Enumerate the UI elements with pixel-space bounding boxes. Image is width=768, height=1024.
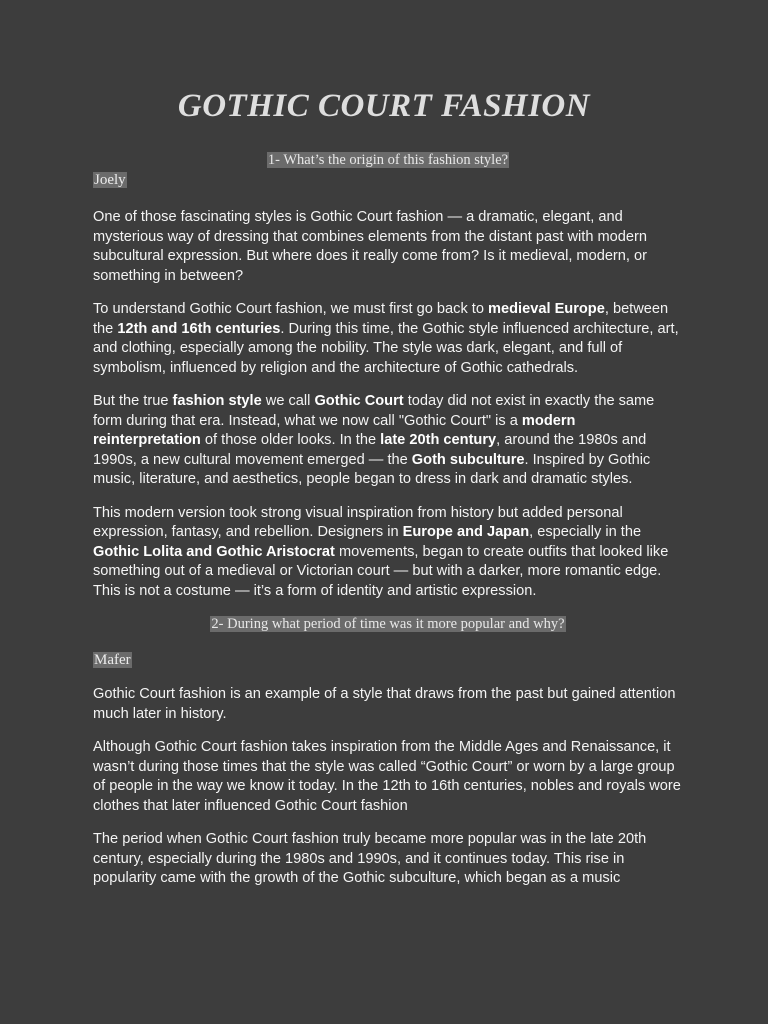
- text-run: , between the: [93, 301, 669, 337]
- question-2-text: 2- During what period of time was it more popular and why?: [211, 616, 565, 632]
- paragraph: Although Gothic Court fashion takes inspiration from the Middle Ages and Renaissance, it wasn’t during those times that the style was called “Gothic Court” or worn by a large group of people in the way we know it today. In the 12th to 16th centuries, nobles and royals wore clothes that later influenced Gothic Court fashion: [93, 739, 681, 814]
- text-run: we call: [261, 393, 315, 409]
- bold-run: fashion style: [172, 393, 262, 409]
- bold-run: Goth subculture: [411, 451, 525, 468]
- paragraph: [93, 392, 683, 490]
- question-1: [93, 151, 683, 169]
- text-run: . Inspired by Gothic music, literature, and aesthetics, people began to dress in dark and dramatic styles.: [93, 451, 651, 487]
- text-run: But the true: [93, 393, 173, 409]
- bold-run: late 20th century: [380, 432, 497, 448]
- text-run: This modern version took strong visual inspiration from history but added personal expression, fantasy, and rebellion. Designers in: [93, 504, 623, 540]
- author-2: [93, 651, 683, 670]
- paragraph: Gothic Court fashion is an example of a style that draws from the past but gained attention much later in history.: [93, 686, 676, 722]
- bold-run: Gothic Court: [314, 393, 404, 409]
- bold-run: Europe and Japan: [402, 524, 530, 540]
- text-run: , especially in the: [529, 524, 642, 540]
- author-1: [93, 171, 683, 190]
- paragraph: [93, 300, 683, 378]
- document-title: GOTHIC COURT FASHION: [177, 88, 591, 124]
- text-run: , around the 1980s and 1990s, a new cultural movement emerged — the: [93, 432, 647, 468]
- paragraph: One of those fascinating styles is Gothic Court fashion — a dramatic, elegant, and mysterious way of dressing that combines elements from the distant past with modern subcultural expression. But where does it really come from? Is it medieval, modern, or something in between?: [93, 209, 647, 284]
- paragraph: [93, 504, 683, 602]
- text-run: movements, began to create outfits that looked like something out of a medieval or Victorian court — but with a darker, more romantic edge. This is not a costume — it’s a form of identity and artistic expression.: [93, 543, 669, 599]
- question-2: [93, 615, 683, 633]
- bold-run: medieval Europe: [488, 301, 605, 317]
- bold-run: Gothic Lolita and Gothic Aristocrat: [93, 543, 335, 560]
- question-1-text: 1- What’s the origin of this fashion style?: [267, 152, 509, 168]
- text-run: of those older looks. In the: [200, 432, 381, 448]
- document-content: [93, 150, 683, 889]
- author-2-name: Mafer: [94, 652, 131, 668]
- bold-run: modern reinterpretation: [93, 412, 576, 448]
- text-run: today did not exist in exactly the same form during that era. Instead, what we now call "Gothic Court" is a: [93, 393, 655, 429]
- bold-run: 12th and 16th centuries: [117, 320, 281, 337]
- text-run: To understand Gothic Court fashion, we must first go back to: [93, 301, 489, 317]
- paragraph: The period when Gothic Court fashion truly became more popular was in the late 20th century, especially during the 1980s and 1990s, and it continues today. This rise in popularity came with the growth of the Gothic subculture, which began as a music: [93, 831, 647, 886]
- author-1-name: Joely: [94, 172, 126, 188]
- text-run: . During this time, the Gothic style influenced architecture, art, and clothing, especially among the nobility. The style was dark, elegant, and full of symbolism, influenced by religion and the architecture of Gothic cathedrals.: [93, 320, 679, 376]
